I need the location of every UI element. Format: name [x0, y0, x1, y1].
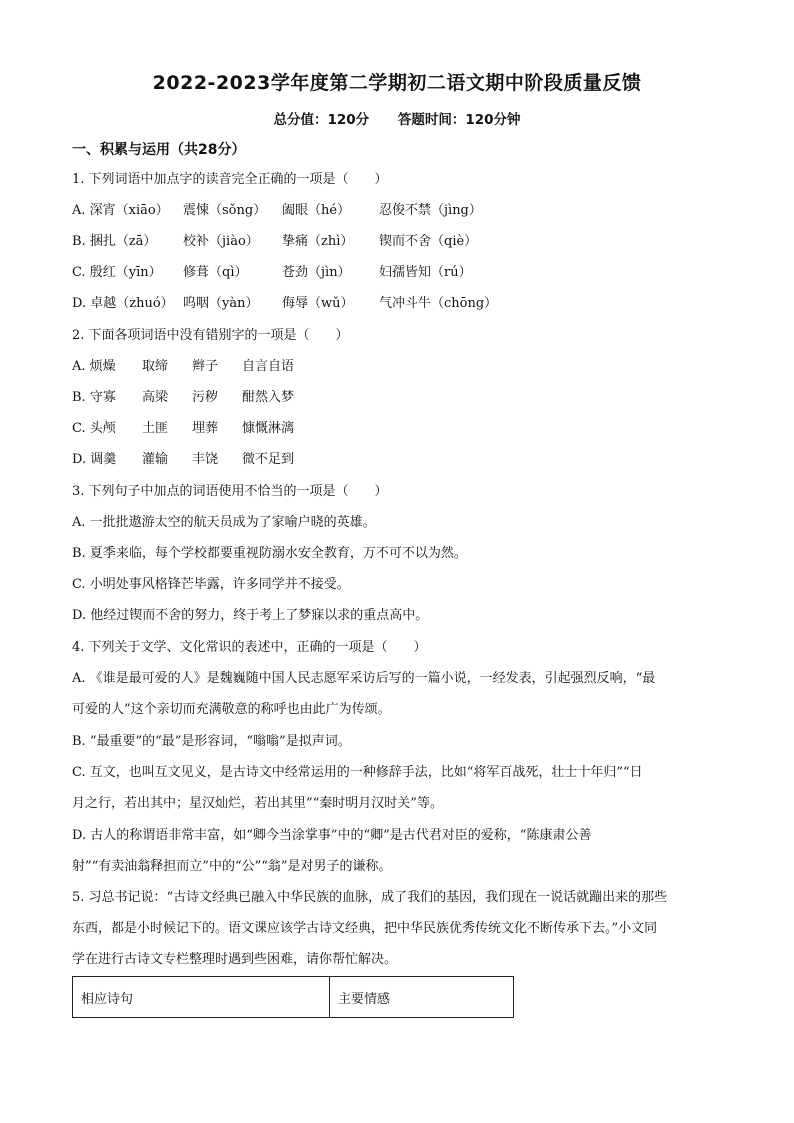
table-header-verse: 相应诗句	[73, 977, 330, 1017]
q2-option-b: B. 守寡 高梁 污秽 酣然入梦	[72, 390, 295, 405]
q4-line: 可爱的人”这个亲切而充满敬意的称呼也由此广为传颂。	[72, 702, 391, 717]
q4-stem: 4. 下列关于文学、文化常识的表述中，正确的一项是（ ）	[72, 640, 427, 655]
q1-option-c: C. 殷红（yīn） 修葺（qì） 苍劲（jìn） 妇孺皆知（rú）	[72, 265, 472, 280]
q2-option-d: D. 调羹 灌输 丰饶 微不足到	[72, 452, 295, 467]
q1-option-d: D. 卓越（zhuó） 呜咽（yàn） 侮辱（wǔ） 气冲斗牛（chōng）	[72, 296, 498, 311]
q3-stem: 3. 下列句子中加点的词语使用不恰当的一项是（ ）	[72, 484, 388, 499]
section-heading: 一、积累与运用（共28分）	[72, 142, 246, 158]
table-header-emotion: 主要情感	[338, 992, 391, 1007]
q5-line: 学在进行古诗文专栏整理时遇到些困难，请你帮忙解决。	[72, 952, 398, 967]
q4-line: 射”“有卖油翁释担而立”中的“公”“翁”是对男子的谦称。	[72, 859, 392, 874]
q3-option-d: D. 他经过锲而不舍的努力，终于考上了梦寐以求的重点高中。	[72, 608, 429, 623]
q4-line: D. 古人的称谓语非常丰富，如“卿今当涂掌事”中的“卿”是古代君对臣的爱称，“陈康肃公善	[72, 828, 592, 843]
q4-line: C. 互文，也叫互文见义，是古诗文中经常运用的一种修辞手法，比如“将军百战死，壮士十年归”“日	[72, 765, 643, 780]
q1-option-a: A. 深宵（xiāo） 震悚（sǒng） 阖眼（hé） 忍俊不禁（jìng）	[72, 203, 482, 218]
q2-option-a: A. 烦燥 取缔 辫子 自言自语	[72, 359, 295, 374]
exam-title: 2022-2023学年度第二学期初二语文期中阶段质量反馈	[152, 72, 642, 94]
q3-option-b: B. 夏季来临，每个学校都要重视防溺水安全教育，万不可不以为然。	[72, 546, 467, 561]
q3-option-c: C. 小明处事风格锋芒毕露，许多同学并不接受。	[72, 577, 350, 592]
q5-line: 5. 习总书记说：“古诗文经典已融入中华民族的血脉，成了我们的基因，我们现在一说话就蹦出来的那些	[72, 890, 668, 905]
q5-line: 东西，都是小时候记下的。语文课应该学古诗文经典，把中华民族优秀传统文化不断传承下去。”小文同	[72, 921, 658, 936]
poem-table	[72, 976, 514, 1018]
q3-option-a: A. 一批批遨游太空的航天员成为了家喻户晓的英雄。	[72, 515, 376, 530]
q1-stem: 1. 下列词语中加点字的读音完全正确的一项是（ ）	[72, 172, 388, 187]
q4-line: B. “最重要”的“最”是形容词，“嗡嗡”是拟声词。	[72, 734, 351, 749]
q4-line: A. 《谁是最可爱的人》是魏巍随中国人民志愿军采访后写的一篇小说，一经发表，引起强烈反响，“最	[72, 671, 656, 686]
total-score: 总分值：120分	[273, 112, 370, 128]
q1-option-b: B. 捆扎（zā） 校补（jiào） 挚痛（zhì） 锲而不舍（qiè）	[72, 234, 478, 249]
q4-line: 月之行，若出其中；星汉灿烂，若出其里”“秦时明月汉时关”等。	[72, 796, 443, 811]
q2-option-c: C. 头颅 土匪 埋葬 慷慨淋漓	[72, 421, 295, 436]
exam-time: 答题时间：120分钟	[397, 112, 521, 128]
q2-stem: 2. 下面各项词语中没有错别字的一项是（ ）	[72, 328, 349, 343]
exam-info	[0, 108, 794, 128]
